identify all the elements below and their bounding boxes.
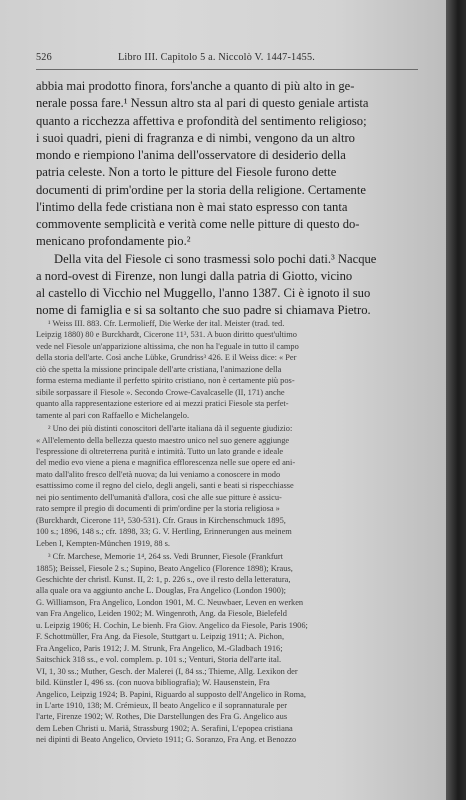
footnote-2	[36, 423, 420, 549]
footnote-line: Fra Angelico, Paris 1912; J. M. Strunk, Fra Angelico, M.-Gladbach 1916;	[36, 643, 283, 653]
footnote-line: in L'arte 1910, 138; M. Crémieux, Il beato Angelico e il soprannaturale per	[36, 700, 288, 710]
footnote-line: ² Uno dei più distinti conoscitori dell'arte italiana dà il seguente giudizio:	[48, 424, 293, 434]
footnote-line: ³ Cfr. Marchese, Memorie 1⁴, 264 ss. Vedi Brunner, Fiesole (Frankfurt	[48, 552, 283, 562]
footnote-line: G. Williamson, Fra Angelico, London 1901, M. C. Neuwbaer, Leven en werken	[36, 597, 304, 607]
footnote-line: l'arte, Firenze 1902; W. Rothes, Die Darstellungen des Fra G. Angelico aus	[36, 712, 288, 722]
footnote-line: Leipzig 1880) 80 e Burckhardt, Cicerone 11³, 531. A buon diritto quest'ultimo	[36, 330, 297, 340]
body-line: a nord-ovest di Firenze, non lungi dalla patria di Giotto, vicino	[36, 268, 353, 283]
body-line: nerale possa fare.¹ Nessun altro sta al pari di questo geniale artista	[36, 96, 369, 111]
body-line: mondo e riempiono l'anima dell'osservatore di desiderio della	[36, 148, 346, 162]
footnote-line: (Burckhardt, Cicerone 11³, 530-531). Cfr. Graus in Kirchenschmuck 1895,	[36, 515, 286, 525]
footnote-line: « All'elemento della bellezza questo maestro unico nel suo genere aggiunge	[36, 435, 290, 445]
footnote-line: 1885); Beissel, Fiesole 2 s.; Supino, Beato Angelico (Florence 1898); Kraus,	[36, 563, 293, 573]
footnote-line: Angelico, Leipzig 1924; B. Papini, Riguardo al supposto dell'Angelico in Roma,	[36, 689, 306, 699]
footnote-line: del medio evo viene a piena e magnifica efflorescenza nelle sue opere ed ani-	[36, 458, 296, 468]
body-line: patria celeste. Non a torto le pitture del Fiesole furono dette	[36, 165, 337, 180]
footnote-line: Geschichte der christl. Kunst. II, 2: 1, p. 226 s., ove il resto della letteratura,	[36, 574, 291, 584]
body-line: nome di famiglia e si sa soltanto che suo padre si chiamava Pietro.	[36, 303, 371, 318]
footnote-line: bild. Künstler I, 496 ss. (con nuova bibliografia); W. Hausenstein, Fra	[36, 678, 270, 688]
footnote-line: sibile sorpassare il Fiesole ». Secondo Crowe-Cavalcaselle (II, 171) anche	[36, 387, 285, 397]
footnote-line: 100 s.; 1896, 148 s.; cfr. 1898, 33; G. V. Hertling, Erinnerungen aus meinem	[36, 527, 292, 537]
header-rule	[36, 69, 418, 70]
footnote-line: van Fra Angelico, Leiden 1902; M. Wingenroth, Ang. da Fiesole, Bielefeld	[36, 609, 287, 619]
footnote-line: F. Schottmüller, Fra Ang. da Fiesole, Stuttgart u. Leipzig 1911; A. Pichon,	[36, 632, 285, 642]
footnote-line: esattissimo come il regno del cielo, degli angeli, santi e beati si rispecchiasse	[36, 481, 294, 491]
body-line: documenti di prim'ordine per la storia della religione. Certamente	[36, 182, 366, 197]
footnote-line: l'espressione di oltreterrena purità e intimità. Tutto un lato grande e ideale	[36, 446, 284, 456]
footnote-3	[36, 551, 420, 746]
footnote-line: ciò che spetta la missione principale dell'arte cristiana, l'animazione della	[36, 364, 282, 374]
footnote-line: tamente al pari con Raffaello e Michelangelo.	[36, 410, 190, 420]
footnote-line: alla quale ora va aggiunto anche L. Douglas, Fra Angelico (London 1900);	[36, 586, 287, 596]
footnote-line: dem Leben Christi u. Mariä, Strassburg 1902; A. Serafini, L'epopea cristiana	[36, 723, 293, 733]
footnote-line: VI, 1, 30 ss.; Muther, Gesch. der Malerei (I, 84 ss.; Thieme, Allg. Lexikon der	[36, 666, 298, 676]
footnote-line: della storia dell'arte. Così anche Lübke, Grundriss³ 426. E il Weiss dice: « Per	[36, 353, 297, 363]
footnote-1	[36, 318, 420, 421]
footnote-line: rato sempre il pregio di documenti di prim'ordine per la storia religiosa »	[36, 504, 280, 514]
footnote-line: mato dall'alito fresco dell'età nuova; da lui veniamo a conoscere in modo	[36, 469, 281, 479]
footnote-line: Leben I, Kempten-München 1919, 88 s.	[36, 538, 170, 548]
body-line: commovente semplicità e verità come nelle pitture di questo do-	[36, 217, 360, 231]
footnote-line: ¹ Weiss III. 883. Cfr. Lermolieff, Die Werke der ital. Meister (trad. ted.	[48, 319, 285, 328]
footnote-line: nei pio sentimento dell'umanità d'allora, così che alle sue pitture è assicu-	[36, 492, 282, 502]
page-number: 526	[36, 52, 52, 63]
body-line: al castello di Vicchio nel Muggello, l'anno 1387. Ci è ignoto il suo	[36, 286, 371, 300]
body-line: Della vita del Fiesole ci sono trasmessi solo pochi dati.³ Nacque	[54, 251, 377, 266]
book-spine-edge	[446, 0, 466, 800]
body-line: l'intimo della fede cristiana non è mai stato espresso con tanta	[36, 199, 348, 214]
footnote-line: nei dipinti di Beato Angelico, Orvieto 1911; G. Soranzo, Fra Ang. et Benozzo	[36, 735, 297, 745]
footnote-line: vede nel Fiesole un'apparizione altissima, che non ha l'eguale in tutto il campo	[36, 341, 299, 351]
footnote-line: Saitschick 318 ss., e vol. complem. p. 101 s.; Venturi, Storia dell'arte ital.	[36, 655, 282, 665]
footnote-line: forma esterna mediante il perfetto spirito cristiano, non è certamente più pos-	[36, 376, 295, 386]
body-line: i suoi quadri, pieni di fragranza e di nimbi, vengono da un altro	[36, 130, 355, 145]
footnotes	[36, 318, 420, 746]
body-line: menicano profondamente pio.²	[36, 234, 191, 249]
body-text	[36, 78, 420, 320]
body-line: quanto a ricchezza affettiva e profondità del sentimento religioso;	[36, 113, 367, 128]
footnote-line: u. Leipzig 1906; H. Cochin, Le bienh. Fra Giov. Angelico da Fiesole, Paris 1906;	[36, 620, 308, 630]
running-head: Libro III. Capitolo 5 a. Niccolò V. 1447-1455.	[118, 52, 315, 63]
body-line: abbia mai prodotto finora, fors'anche a quanto di più alto in ge-	[36, 79, 355, 93]
footnote-line: quanto alla rappresentazione esteriore ed ai mezzi pratici Fiesole sta perfet-	[36, 399, 289, 409]
